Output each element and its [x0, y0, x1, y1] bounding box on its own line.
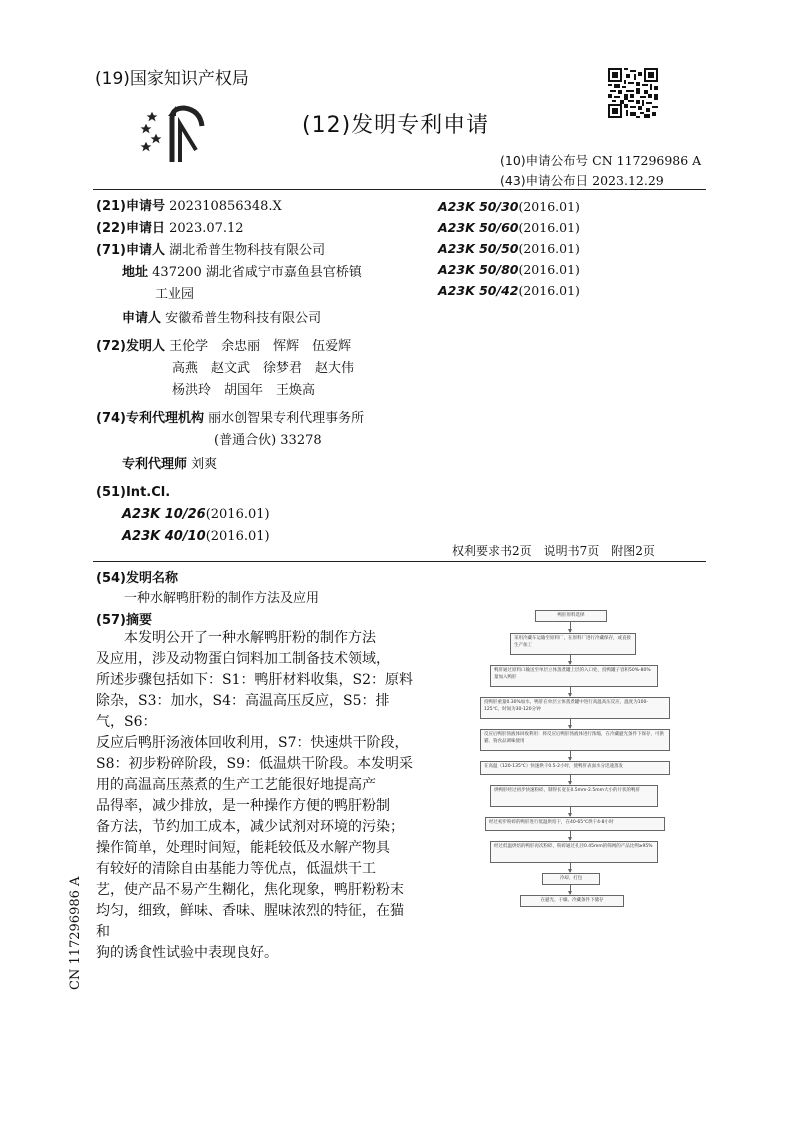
- flow-arrow: [570, 687, 571, 696]
- abstract-line: 及应用，涉及动物蛋白饲料加工制备技术领域，: [96, 651, 390, 667]
- abstract-line: 反应后鸭肝汤液体回收利用，S7：快速烘干阶段，: [96, 735, 409, 751]
- process-flowchart: [480, 610, 670, 970]
- address-line-2: 工业园: [155, 287, 195, 302]
- application-number: (21)申请号 202310856348.X: [96, 199, 282, 214]
- publication-number: (10)申请公布号 CN 117296986 A: [500, 153, 702, 168]
- int-cl-item: A23K 50/30(2016.01): [438, 199, 580, 214]
- cnipa-logo-icon: [132, 104, 210, 166]
- abstract-line: 均匀，细致，鲜味、香味、腥味浓烈的特征，在猫和: [96, 903, 404, 940]
- application-date: (22)申请日 2023.07.12: [96, 221, 244, 236]
- inventors: (72)发明人 王伦学 余忠丽 恽辉 伍爱辉: [96, 339, 352, 354]
- abstract-line: 用的高温高压蒸煮的生产工艺能很好地提高产: [96, 777, 376, 793]
- abstract-line: 除杂，S3：加水，S4：高温高压反应，S5：排气，S6：: [96, 693, 390, 730]
- applicant: (71)申请人 湖北希普生物科技有限公司: [96, 243, 326, 258]
- patent-agency: (74)专利代理机构 丽水创智果专利代理事务所: [96, 411, 365, 426]
- flowchart-step: 冷却，打包: [542, 873, 600, 885]
- int-cl-item: A23K 50/60(2016.01): [438, 220, 580, 235]
- flowchart-step: 在高温（120-135℃）快速烘干0.5-2小时，使鸭肝表面水分迅速蒸发: [480, 761, 670, 775]
- header-divider: [93, 189, 706, 190]
- flow-arrow: [570, 863, 571, 872]
- office-name: (19)国家知识产权局: [95, 69, 249, 89]
- abstract-line: 狗的诱食性试验中表现良好。: [96, 945, 278, 961]
- int-cl-heading: (51)Int.Cl.: [96, 485, 171, 500]
- publication-date: (43)申请公布日 2023.12.29: [500, 173, 664, 188]
- flow-arrow: [570, 775, 571, 784]
- flowchart-step: 采用冷藏车运输至原料厂，在原料厂进行冷藏保存，或直接生产加工: [510, 633, 636, 655]
- flow-arrow: [570, 807, 571, 816]
- abstract-label: (57)摘要: [96, 613, 152, 628]
- bibliographic-data: [96, 196, 364, 548]
- flow-arrow: [570, 751, 571, 760]
- abstract-line: 本发明公开了一种水解鸭肝粉的制作方法: [96, 630, 376, 646]
- int-cl-item: A23K 50/42(2016.01): [438, 283, 580, 298]
- abstract-line: 备方法，节约加工成本，减少试剂对环境的污染；: [96, 819, 404, 835]
- flow-arrow: [570, 622, 571, 632]
- int-cl-item: A23K 50/50(2016.01): [438, 241, 580, 256]
- flowchart-step: 经过低温烘焙的鸭肝再次粉碎，粉碎通过孔径0.45mm的筛网的产品比例≥95%: [490, 841, 658, 863]
- section-divider: [93, 561, 706, 562]
- abstract-line: S8：初步粉碎阶段，S9：低温烘干阶段。本发明采: [96, 756, 413, 772]
- flowchart-step: 鸭肝原料选择: [535, 610, 607, 622]
- invention-title: 一种水解鸭肝粉的制作方法及应用: [124, 591, 320, 606]
- abstract-line: 品得率，减少排放，是一种操作方便的鸭肝粉制: [96, 798, 390, 814]
- flowchart-step: 烘鸭肝经过初步快速粉碎，制得长宽在0.5mm-2.5mm大小的片状的鸭肝: [490, 785, 658, 807]
- int-cl-right-list: [438, 196, 580, 301]
- flowchart-step: 在避光、干燥、冷藏条件下储存: [520, 895, 624, 907]
- int-cl-item: A23K 50/80(2016.01): [438, 262, 580, 277]
- abstract-line: 所述步骤包括如下：S1：鸭肝材料收集，S2：原料: [96, 672, 413, 688]
- flowchart-step: 经过初步粉碎的鸭肝进行低温烘焙干，在40-65℃烘干4-8小时: [485, 817, 665, 831]
- second-applicant: 申请人 安徽希普生物科技有限公司: [122, 311, 322, 326]
- int-cl-item: A23K 10/26(2016.01): [122, 507, 270, 522]
- document-type: (12)发明专利申请: [302, 113, 490, 138]
- abstract-text: [96, 628, 416, 964]
- abstract-line: 艺，使产品不易产生糊化，焦化现象，鸭肝粉粉末: [96, 882, 404, 898]
- abstract-line: 操作简单，处理时间短，能耗较低及水解产物具: [96, 840, 390, 856]
- flowchart-step: 鸭肝通过原料口输送至单层立体蒸煮罐上层的入口处，投鸭罐子容积50%-80%量加入鸭肝: [490, 665, 658, 687]
- invention-title-label: (54)发明名称: [96, 571, 178, 586]
- patent-agent: 专利代理师 刘爽: [122, 457, 218, 472]
- address: 地址 437200 湖北省咸宁市嘉鱼县官桥镇: [122, 265, 362, 280]
- inventors-line-2: 高燕 赵文武 徐梦君 赵大伟: [172, 361, 355, 376]
- qr-code-icon: [608, 68, 658, 118]
- int-cl-item: A23K 40/10(2016.01): [122, 529, 270, 544]
- flowchart-step: 投鸭肝重量0.30%加水，鸭肝在单层立体蒸煮罐中进行高温高压反应，温度为100-125℃，时间为30-120分钟: [480, 697, 670, 719]
- flowchart-step: 反应后鸭肝汤液体回收利用：将反应后鸭肝汤液体进行浓缩，在冷藏避光条件下保存，可供猫、狗食品调味使用: [480, 729, 670, 751]
- flow-arrow: [570, 719, 571, 728]
- abstract-line: 有较好的清除自由基能力等优点，低温烘干工: [96, 861, 376, 877]
- flow-arrow: [570, 655, 571, 664]
- flow-arrow: [570, 831, 571, 840]
- flow-arrow: [570, 885, 571, 894]
- patent-agency-line-2: (普通合伙) 33278: [214, 433, 322, 448]
- page-count-info: 权利要求书2页 说明书7页 附图2页: [452, 544, 655, 558]
- inventors-line-3: 杨洪玲 胡国年 王焕高: [172, 383, 316, 398]
